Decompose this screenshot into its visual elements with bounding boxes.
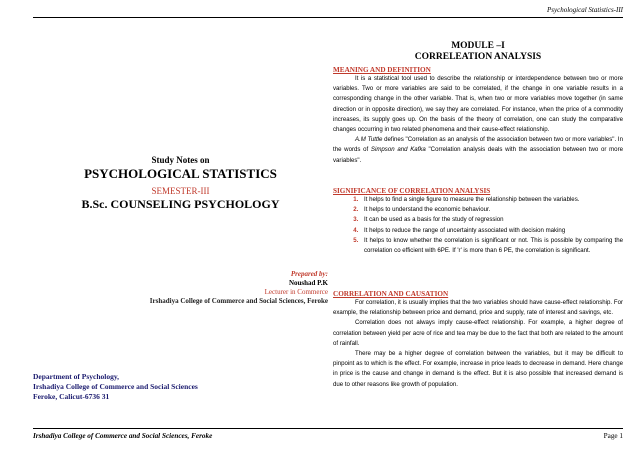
study-notes-label: Study Notes on <box>151 155 210 165</box>
author-role: Lecturer in Commerce <box>264 288 328 296</box>
list-item: 2. It helps to understand the economic behaviour. <box>360 205 623 215</box>
department-block <box>33 372 198 402</box>
definition-text-2: "Correlation analysis deals with the association between two or more variables". <box>333 146 623 164</box>
causation-section <box>333 290 623 390</box>
list-item: 4. It helps to reduce the range of uncertainty associated with decision making <box>360 226 623 236</box>
college-name: Irshadiya College of Commerce and Social Sciences <box>33 382 198 391</box>
significance-list <box>333 195 623 256</box>
definition-paragraph <box>333 135 623 166</box>
author-name: Noushad P.K <box>288 279 328 287</box>
causation-paragraph-3: There may be a higher degree of correlation between the variables, but it may be difficult to pinpoint as to which is the effect. For example, increase in price leads to decrease in demand. Here change in price is the cause and change in demand is the effect. But it is also possible that increased demand is due to other reasons like growth of population. <box>333 350 623 388</box>
module-title: MODULE –I <box>451 41 505 51</box>
list-item: 1. It helps to find a single figure to measure the relationship between the variables. <box>360 195 623 205</box>
running-header: Psychological Statistics-III <box>546 6 623 14</box>
semester-label: SEMESTER-III <box>151 186 210 196</box>
college-address: Feroke, Calicut-6736 31 <box>33 392 110 401</box>
causation-paragraph-1: For correlation, it is usually implies that the two variables should have cause-effect relationship. For example, the relationship between price and demand, price and supply, rate of interest and savings, etc. <box>333 299 623 317</box>
causation-paragraph-2: Correlation does not always imply cause-effect relationship. For example, a higher degree of correlation between yield per acre of rice and tea may be due to the fact that both are related to the amount of rainfall. <box>333 319 623 347</box>
module-subtitle: CORRELEATION ANALYSIS <box>414 52 542 62</box>
subject-title: PSYCHOLOGICAL STATISTICS <box>84 166 277 181</box>
author-institution: Irshadiya College of Commerce and Social Sciences, Feroke <box>149 297 328 305</box>
module-heading <box>333 41 623 63</box>
definition-author-2: Simpson and Kafka <box>370 146 426 154</box>
list-item: 3. It can be used as a basis for the study of regression <box>360 215 623 225</box>
significance-heading: SIGNIFICANCE OF CORRELATION ANALYSIS <box>333 187 491 195</box>
footer-rule <box>33 428 623 429</box>
cover-column <box>33 0 328 428</box>
department-name: Department of Psychology, <box>33 372 120 381</box>
significance-section <box>333 187 623 256</box>
meaning-section <box>333 66 623 166</box>
meaning-heading: MEANING AND DEFINITION <box>333 66 431 74</box>
definition-text-1: defines "Correlation as an analysis of the association between two or more variables". In the words of <box>333 136 623 154</box>
prepared-by-label: Prepared by: <box>290 270 328 278</box>
footer-institution: Irshadiya College of Commerce and Social Sciences, Feroke <box>33 432 213 440</box>
prepared-by-block <box>150 270 328 306</box>
definition-author-1: A.M Tuttle <box>355 136 383 144</box>
meaning-paragraph: It is a statistical tool used to describe the relationship or interdependence between two or more variables. Two or more variables are said to be correlated, if the change in one variable results in a corresponding change in the other variable. That is, when two or more variables move together (in same direction or in opposite direction), we say they are correlated. For instance, when the price of a commodity increases, its supply goes up. On the basis of the theory of correlation, one can study the comparative changes occurring in two related phenomena and their cause-effect relationship. <box>333 75 623 134</box>
list-item: 5. It helps to know whether the correlation is significant or not. This is possible by comparing the correlation co efficient with 6PE. If 'r' is more than 6 PE, the correlation is significant. <box>360 236 623 256</box>
page-number: Page 1 <box>603 432 623 440</box>
course-title: B.Sc. COUNSELING PSYCHOLOGY <box>81 197 280 211</box>
causation-heading: CORRELATION AND CAUSATION <box>333 290 449 298</box>
